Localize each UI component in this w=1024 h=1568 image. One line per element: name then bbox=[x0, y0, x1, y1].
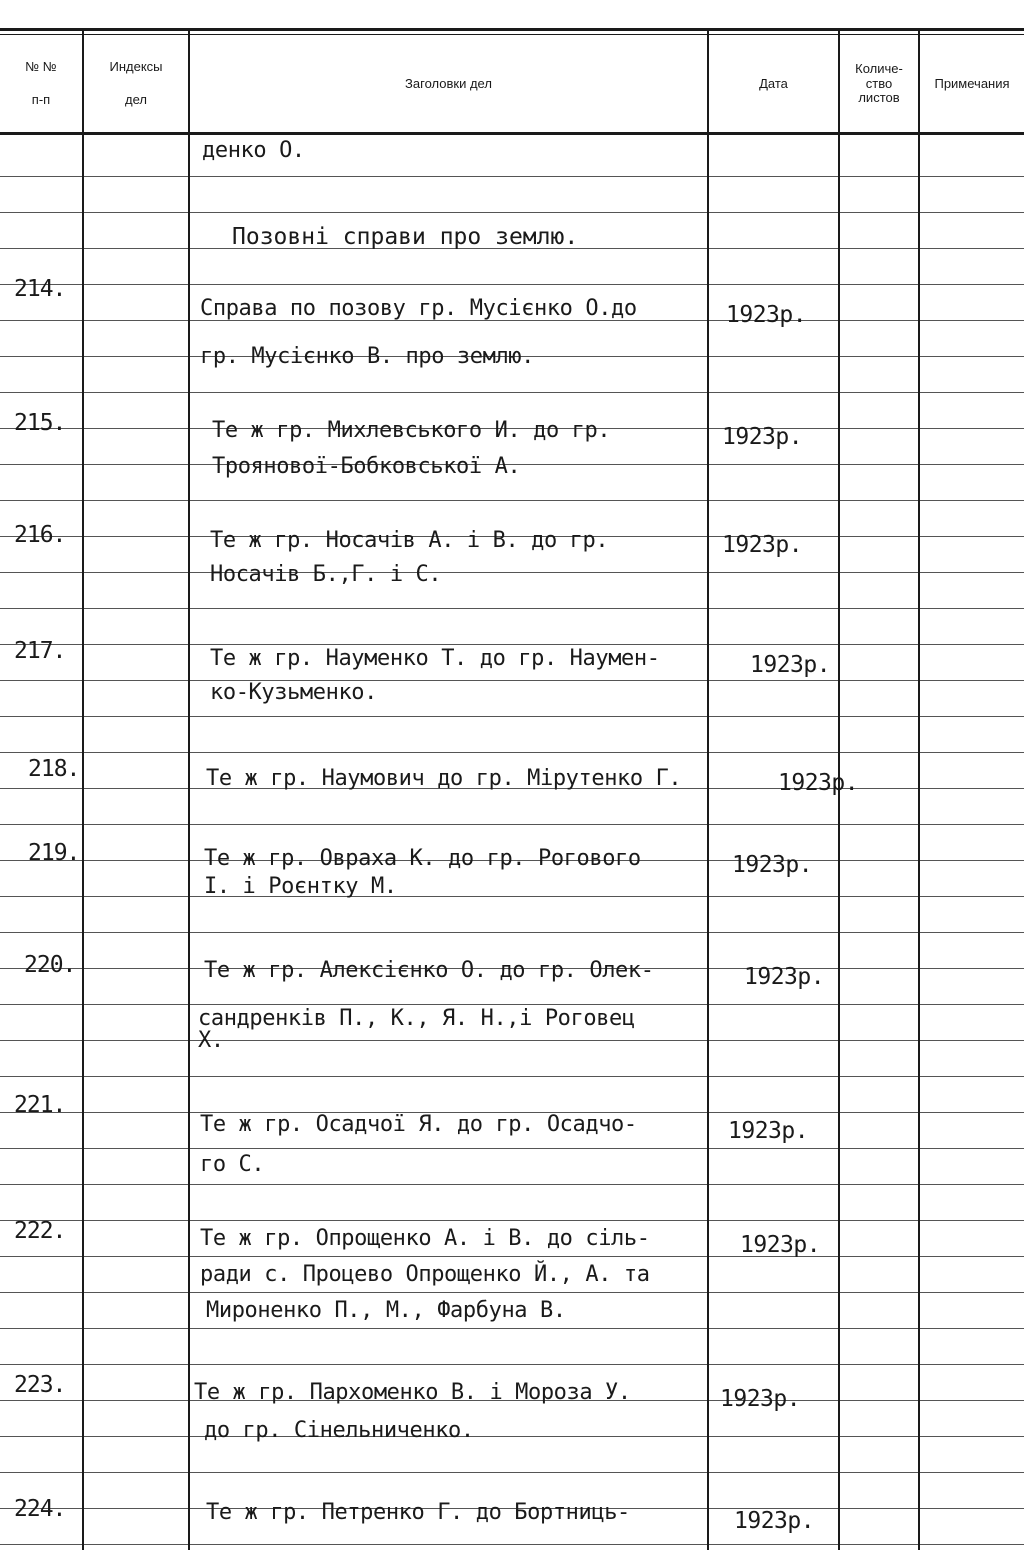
entry-date: 1923р. bbox=[734, 1508, 815, 1534]
ruled-line bbox=[840, 896, 918, 897]
ruled-line bbox=[84, 752, 188, 753]
ruled-line bbox=[0, 392, 82, 393]
ruled-line bbox=[709, 716, 838, 717]
entry-title-line: Те ж гр. Науменко Т. до гр. Наумен- bbox=[210, 646, 660, 671]
ruled-line bbox=[84, 824, 188, 825]
ruled-line bbox=[709, 1472, 838, 1473]
ruled-line bbox=[0, 212, 82, 213]
ruled-line bbox=[840, 1148, 918, 1149]
ruled-line bbox=[840, 320, 918, 321]
entry-title-line: ради с. Процево Опрощенко Й., А. та bbox=[200, 1262, 650, 1287]
entry-title-line: Те ж гр. Носачів А. і В. до гр. bbox=[210, 528, 609, 553]
ruled-line bbox=[709, 824, 838, 825]
ruled-line bbox=[840, 1544, 918, 1545]
ruled-line bbox=[920, 176, 1024, 177]
ruled-line bbox=[920, 608, 1024, 609]
ruled-line bbox=[920, 896, 1024, 897]
entry-title-line: гр. Мусієнко В. про землю. bbox=[200, 344, 534, 369]
ruled-line bbox=[840, 1220, 918, 1221]
entry-title-line: Те ж гр. Опрощенко А. і В. до сіль- bbox=[200, 1226, 650, 1251]
entry-number: 217. bbox=[14, 638, 66, 664]
ruled-line bbox=[84, 1148, 188, 1149]
ruled-line bbox=[84, 1256, 188, 1257]
ruled-line bbox=[920, 968, 1024, 969]
ruled-line bbox=[84, 1544, 188, 1545]
ruled-line bbox=[709, 500, 838, 501]
ruled-line bbox=[84, 1184, 188, 1185]
ruled-line bbox=[84, 1112, 188, 1113]
ruled-line bbox=[0, 1400, 82, 1401]
ruled-line bbox=[0, 1472, 82, 1473]
ruled-line bbox=[0, 608, 82, 609]
header-sheets-line1: Количе- bbox=[855, 60, 903, 76]
ruled-line bbox=[840, 824, 918, 825]
ruled-line bbox=[920, 464, 1024, 465]
header-title bbox=[190, 36, 707, 132]
ruled-line bbox=[84, 1364, 188, 1365]
ruled-line bbox=[920, 1436, 1024, 1437]
ruled-line bbox=[709, 1184, 838, 1185]
ruled-line bbox=[709, 1364, 838, 1365]
ruled-line bbox=[0, 1328, 82, 1329]
ruled-line bbox=[920, 1328, 1024, 1329]
ruled-line bbox=[920, 860, 1024, 861]
ruled-line bbox=[709, 644, 838, 645]
ruled-line bbox=[920, 1040, 1024, 1041]
ruled-line bbox=[190, 1472, 707, 1473]
ruled-line bbox=[840, 1004, 918, 1005]
ruled-line bbox=[0, 716, 82, 717]
ruled-line bbox=[190, 392, 707, 393]
entry-date: 1923р. bbox=[722, 532, 803, 558]
entry-number: 219. bbox=[28, 840, 80, 866]
ruled-line bbox=[920, 680, 1024, 681]
ruled-line bbox=[709, 356, 838, 357]
ruled-line bbox=[84, 1076, 188, 1077]
ruled-line bbox=[709, 932, 838, 933]
entry-date: 1923р. bbox=[726, 302, 807, 328]
ruled-line bbox=[0, 1544, 82, 1545]
ruled-line bbox=[84, 1220, 188, 1221]
ruled-line bbox=[190, 608, 707, 609]
ruled-line bbox=[0, 500, 82, 501]
header-index bbox=[84, 36, 188, 132]
ruled-line bbox=[920, 1364, 1024, 1365]
ruled-line bbox=[920, 752, 1024, 753]
column-divider bbox=[188, 30, 190, 1550]
entry-title-line: до гр. Сінельниченко. bbox=[204, 1418, 474, 1443]
ruled-line bbox=[709, 1076, 838, 1077]
ruled-line bbox=[709, 1112, 838, 1113]
ruled-line bbox=[0, 824, 82, 825]
entry-date: 1923р. bbox=[750, 652, 831, 678]
ruled-line bbox=[840, 680, 918, 681]
ruled-line bbox=[709, 176, 838, 177]
ruled-line bbox=[840, 1508, 918, 1509]
ruled-line bbox=[840, 248, 918, 249]
ruled-line bbox=[190, 644, 707, 645]
ruled-line bbox=[190, 1292, 707, 1293]
ruled-line bbox=[709, 1004, 838, 1005]
ruled-line bbox=[709, 680, 838, 681]
entry-number: 222. bbox=[14, 1218, 66, 1244]
entry-title-line: І. і Роєнтку М. bbox=[204, 874, 397, 899]
ruled-line bbox=[709, 1220, 838, 1221]
ruled-line bbox=[84, 176, 188, 177]
ruled-line bbox=[709, 1436, 838, 1437]
ruled-line bbox=[840, 1472, 918, 1473]
ruled-line bbox=[190, 752, 707, 753]
ruled-line bbox=[84, 1436, 188, 1437]
entry-number: 221. bbox=[14, 1092, 66, 1118]
ruled-line bbox=[84, 932, 188, 933]
ruled-line bbox=[84, 284, 188, 285]
ruled-line bbox=[920, 284, 1024, 285]
ruled-line bbox=[920, 1004, 1024, 1005]
ruled-line bbox=[709, 464, 838, 465]
ruled-line bbox=[84, 356, 188, 357]
ruled-line bbox=[840, 608, 918, 609]
ruled-line bbox=[190, 824, 707, 825]
entry-title-line: Троянової-Бобковської А. bbox=[212, 454, 521, 479]
ruled-line bbox=[840, 1292, 918, 1293]
header-sheets bbox=[840, 36, 918, 132]
entry-title-line: Те ж гр. Овраха К. до гр. Рогового bbox=[204, 846, 641, 871]
header-number-line1: № № bbox=[25, 59, 57, 75]
ruled-line bbox=[0, 320, 82, 321]
ruled-line bbox=[840, 1112, 918, 1113]
header-date bbox=[709, 36, 838, 132]
ruled-line bbox=[840, 716, 918, 717]
ruled-line bbox=[84, 1328, 188, 1329]
ruled-line bbox=[84, 572, 188, 573]
header-title-text: Заголовки дел bbox=[405, 75, 492, 91]
ruled-line bbox=[840, 1076, 918, 1077]
ruled-line bbox=[840, 212, 918, 213]
ruled-line bbox=[709, 284, 838, 285]
ruled-line bbox=[0, 752, 82, 753]
ruled-line bbox=[709, 1148, 838, 1149]
ruled-line bbox=[84, 788, 188, 789]
ruled-line bbox=[920, 1148, 1024, 1149]
ruled-line bbox=[709, 752, 838, 753]
ruled-line bbox=[0, 1436, 82, 1437]
ruled-line bbox=[190, 1544, 707, 1545]
ruled-line bbox=[190, 1328, 707, 1329]
ruled-line bbox=[84, 212, 188, 213]
ruled-line bbox=[840, 392, 918, 393]
header-divider bbox=[0, 132, 1024, 135]
top-border-inner bbox=[0, 34, 1024, 35]
ruled-line bbox=[190, 1364, 707, 1365]
ruled-line bbox=[709, 572, 838, 573]
ruled-line bbox=[0, 356, 82, 357]
ruled-line bbox=[190, 284, 707, 285]
ruled-line bbox=[0, 248, 82, 249]
ruled-line bbox=[920, 320, 1024, 321]
header-number bbox=[0, 36, 82, 132]
ruled-line bbox=[190, 1076, 707, 1077]
ruled-line bbox=[84, 320, 188, 321]
ruled-line bbox=[190, 212, 707, 213]
ruled-line bbox=[920, 716, 1024, 717]
ruled-line bbox=[190, 1040, 707, 1041]
ruled-line bbox=[920, 1400, 1024, 1401]
ruled-line bbox=[84, 1472, 188, 1473]
entry-number: 223. bbox=[14, 1372, 66, 1398]
ruled-line bbox=[709, 1292, 838, 1293]
column-divider bbox=[918, 30, 920, 1550]
ruled-line bbox=[840, 536, 918, 537]
ruled-line bbox=[709, 608, 838, 609]
ruled-line bbox=[84, 1040, 188, 1041]
ruled-line bbox=[920, 1472, 1024, 1473]
ruled-line bbox=[920, 1256, 1024, 1257]
ruled-line bbox=[920, 932, 1024, 933]
ruled-line bbox=[920, 536, 1024, 537]
header-sheets-line2: ство bbox=[865, 75, 893, 91]
ruled-line bbox=[840, 464, 918, 465]
ruled-line bbox=[0, 1148, 82, 1149]
ruled-line bbox=[84, 644, 188, 645]
ruled-line bbox=[920, 644, 1024, 645]
ruled-line bbox=[84, 860, 188, 861]
ruled-line bbox=[920, 1112, 1024, 1113]
ruled-line bbox=[190, 1148, 707, 1149]
ruled-line bbox=[920, 392, 1024, 393]
ruled-line bbox=[190, 1184, 707, 1185]
ruled-line bbox=[84, 536, 188, 537]
entry-title-line: сандренків П., К., Я. Н.,і Роговец bbox=[198, 1006, 635, 1031]
entry-title-line: Те ж гр. Наумович до гр. Мірутенко Г. bbox=[206, 766, 682, 791]
ruled-line bbox=[840, 356, 918, 357]
entry-date: 1923р. bbox=[778, 770, 859, 796]
ruled-line bbox=[84, 680, 188, 681]
ruled-line bbox=[0, 788, 82, 789]
entry-number: 216. bbox=[14, 522, 66, 548]
entry-title-line: Те ж гр. Алексієнко О. до гр. Олек- bbox=[204, 958, 654, 983]
ruled-line bbox=[190, 1004, 707, 1005]
ruled-line bbox=[84, 608, 188, 609]
ruled-line bbox=[709, 1328, 838, 1329]
ruled-line bbox=[709, 896, 838, 897]
entry-date: 1923р. bbox=[722, 424, 803, 450]
ruled-line bbox=[190, 716, 707, 717]
entry-title-line: го С. bbox=[200, 1152, 265, 1177]
entry-title-line: Справа по позову гр. Мусієнко О.до bbox=[200, 296, 637, 321]
column-divider bbox=[707, 30, 709, 1550]
entry-date: 1923р. bbox=[732, 852, 813, 878]
entry-number: 220. bbox=[24, 952, 76, 978]
ruled-line bbox=[840, 176, 918, 177]
ruled-line bbox=[84, 1292, 188, 1293]
top-border bbox=[0, 28, 1024, 31]
ruled-line bbox=[840, 752, 918, 753]
ruled-line bbox=[840, 1040, 918, 1041]
ruled-line bbox=[190, 1256, 707, 1257]
ruled-line bbox=[920, 248, 1024, 249]
header-index-line2: дел bbox=[125, 92, 147, 107]
ruled-line bbox=[84, 968, 188, 969]
ruled-line bbox=[840, 572, 918, 573]
ruled-line bbox=[920, 428, 1024, 429]
header-sheets-line3: листов bbox=[858, 90, 900, 106]
ruled-line bbox=[840, 860, 918, 861]
ruled-line bbox=[0, 896, 82, 897]
ruled-line bbox=[0, 464, 82, 465]
ruled-line bbox=[0, 1364, 82, 1365]
entry-number: 224. bbox=[14, 1496, 66, 1522]
header-notes bbox=[920, 36, 1024, 132]
ruled-line bbox=[0, 1256, 82, 1257]
header-date-text: Дата bbox=[759, 75, 788, 91]
entry-title-line: Те ж гр. Петренко Г. до Бортниць- bbox=[206, 1500, 630, 1525]
entry-title-line: ко-Кузьменко. bbox=[210, 680, 377, 705]
ruled-line bbox=[920, 788, 1024, 789]
entry-date: 1923р. bbox=[728, 1118, 809, 1144]
ruled-line bbox=[840, 1328, 918, 1329]
ruled-line bbox=[920, 1544, 1024, 1545]
ruled-line bbox=[840, 932, 918, 933]
ruled-line bbox=[84, 248, 188, 249]
ruled-line bbox=[84, 500, 188, 501]
ruled-line bbox=[840, 500, 918, 501]
header-index-line1: Индексы bbox=[109, 59, 163, 75]
ruled-line bbox=[0, 572, 82, 573]
ruled-line bbox=[84, 1004, 188, 1005]
ruled-line bbox=[920, 572, 1024, 573]
ruled-line bbox=[190, 932, 707, 933]
ruled-line bbox=[709, 212, 838, 213]
continuation-text: денко О. bbox=[202, 138, 305, 163]
ruled-line bbox=[840, 1184, 918, 1185]
ruled-line bbox=[0, 1076, 82, 1077]
ruled-line bbox=[709, 1040, 838, 1041]
ruled-line bbox=[840, 284, 918, 285]
section-heading: Позовні справи про землю. bbox=[232, 224, 579, 250]
ruled-line bbox=[920, 212, 1024, 213]
ruled-line bbox=[709, 1544, 838, 1545]
ruled-line bbox=[840, 1436, 918, 1437]
ruled-line bbox=[0, 680, 82, 681]
entry-number: 218. bbox=[28, 756, 80, 782]
ruled-line bbox=[84, 428, 188, 429]
ruled-line bbox=[0, 1004, 82, 1005]
ruled-line bbox=[920, 1184, 1024, 1185]
ruled-line bbox=[840, 428, 918, 429]
ruled-line bbox=[84, 896, 188, 897]
ruled-line bbox=[0, 1184, 82, 1185]
ruled-line bbox=[190, 500, 707, 501]
ruled-line bbox=[840, 1400, 918, 1401]
ruled-line bbox=[84, 1508, 188, 1509]
ruled-line bbox=[920, 1508, 1024, 1509]
ruled-line bbox=[0, 1292, 82, 1293]
entry-number: 215. bbox=[14, 410, 66, 436]
ruled-line bbox=[84, 716, 188, 717]
ruled-line bbox=[0, 1040, 82, 1041]
ruled-line bbox=[920, 500, 1024, 501]
ruled-line bbox=[0, 176, 82, 177]
entry-number: 214. bbox=[14, 276, 66, 302]
ruled-line bbox=[840, 644, 918, 645]
entry-title-line: Те ж гр. Осадчої Я. до гр. Осадчо- bbox=[200, 1112, 637, 1137]
entry-title-line: Носачів Б.,Г. і С. bbox=[210, 562, 442, 587]
ruled-line bbox=[0, 932, 82, 933]
ruled-line bbox=[840, 1256, 918, 1257]
ruled-line bbox=[84, 464, 188, 465]
header-number-line2: п-п bbox=[31, 92, 51, 107]
entry-title-line: Те ж гр. Пархоменко В. і Мороза У. bbox=[194, 1380, 631, 1405]
entry-date: 1923р. bbox=[744, 964, 825, 990]
ruled-line bbox=[709, 392, 838, 393]
ruled-line bbox=[920, 1076, 1024, 1077]
ruled-line bbox=[84, 1400, 188, 1401]
entry-date: 1923р. bbox=[720, 1386, 801, 1412]
entry-title-line: Х. bbox=[198, 1028, 224, 1053]
ruled-line bbox=[920, 824, 1024, 825]
ruled-line bbox=[190, 176, 707, 177]
entry-date: 1923р. bbox=[740, 1232, 821, 1258]
entry-title-line: Мироненко П., М., Фарбуна В. bbox=[206, 1298, 566, 1323]
ruled-line bbox=[840, 968, 918, 969]
ruled-line bbox=[920, 356, 1024, 357]
ruled-line bbox=[840, 1364, 918, 1365]
entry-title-line: Те ж гр. Михлевського И. до гр. bbox=[212, 418, 611, 443]
ruled-line bbox=[84, 392, 188, 393]
ruled-line bbox=[920, 1220, 1024, 1221]
ruled-line bbox=[190, 1220, 707, 1221]
column-divider bbox=[82, 30, 84, 1550]
ruled-line bbox=[920, 1292, 1024, 1293]
ruled-line bbox=[709, 248, 838, 249]
header-notes-text: Примечания bbox=[934, 75, 1010, 91]
